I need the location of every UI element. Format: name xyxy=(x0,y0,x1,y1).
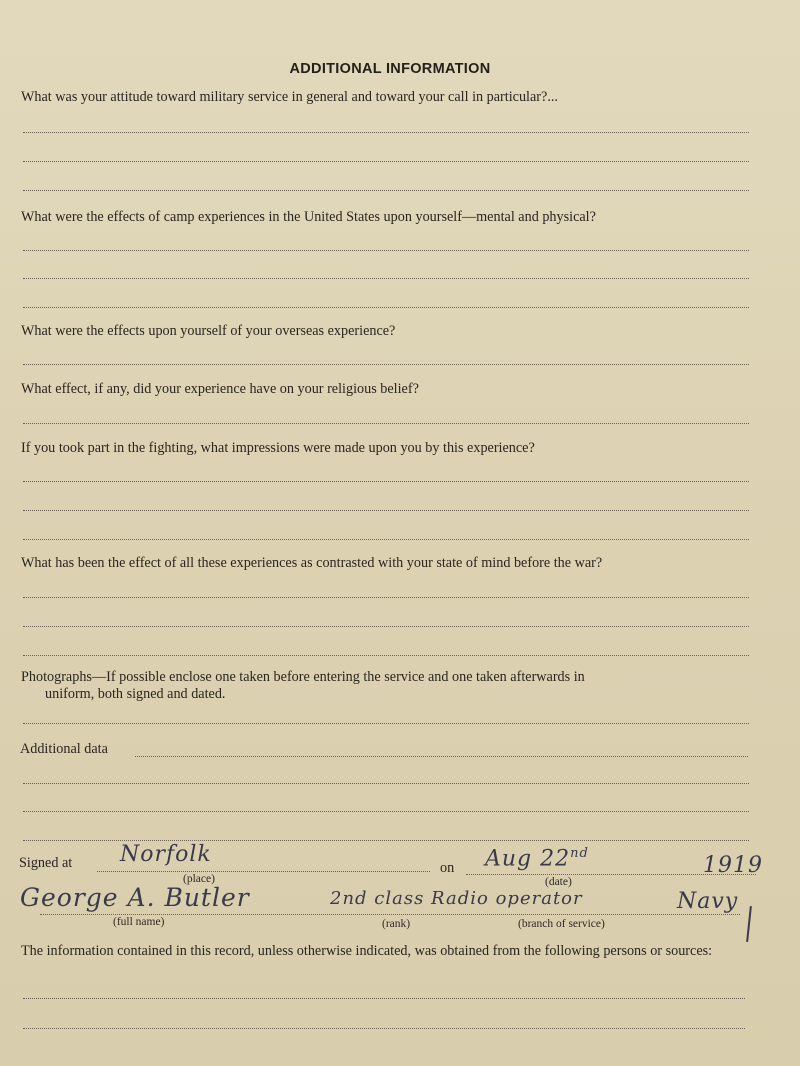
answer-line[interactable] xyxy=(23,423,749,424)
answer-line[interactable] xyxy=(23,998,745,999)
question-photographs xyxy=(21,669,751,703)
date-value: Aug 22 xyxy=(485,846,571,872)
pen-stroke xyxy=(746,906,752,942)
answer-line[interactable] xyxy=(23,655,749,656)
additional-data-label: Additional data xyxy=(20,741,108,757)
year-handwritten: 1919 xyxy=(703,853,763,878)
full-name-handwritten: George A. Butler xyxy=(20,883,250,912)
question-camp-experiences: What were the effects of camp experiences in the United States upon yourself—mental and physical? xyxy=(21,209,596,225)
rank-handwritten: 2nd class Radio operator xyxy=(330,888,583,909)
place-line[interactable] xyxy=(97,871,430,872)
answer-line[interactable] xyxy=(23,190,749,191)
answer-line[interactable] xyxy=(23,811,749,812)
page-title: ADDITIONAL INFORMATION xyxy=(289,61,491,77)
place-handwritten: Norfolk xyxy=(120,842,212,867)
signed-at-label: Signed at xyxy=(19,855,73,871)
rank-caption: (rank) xyxy=(382,918,411,930)
name-rank-branch-line[interactable] xyxy=(40,914,740,915)
answer-line[interactable] xyxy=(23,783,749,784)
date-handwritten xyxy=(485,846,589,871)
answer-line[interactable] xyxy=(23,723,749,724)
answer-line[interactable] xyxy=(23,161,749,162)
answer-line[interactable] xyxy=(23,840,749,841)
answer-line[interactable] xyxy=(23,510,749,511)
answer-line[interactable] xyxy=(23,597,749,598)
photographs-line-2: uniform, both signed and dated. xyxy=(45,686,226,702)
place-caption: (place) xyxy=(183,873,215,885)
answer-line[interactable] xyxy=(23,1028,745,1029)
answer-line[interactable] xyxy=(23,626,749,627)
branch-caption: (branch of service) xyxy=(518,918,605,930)
answer-line[interactable] xyxy=(23,307,749,308)
answer-line[interactable] xyxy=(23,250,749,251)
answer-line[interactable] xyxy=(23,278,749,279)
additional-data-line[interactable] xyxy=(135,756,748,757)
sources-statement: The information contained in this record, unless otherwise indicated, was obtained from the following persons or sources: xyxy=(21,943,713,959)
branch-handwritten: Navy xyxy=(677,889,739,914)
date-caption: (date) xyxy=(545,876,572,888)
full-name-caption: (full name) xyxy=(113,916,165,928)
question-religious-belief: What effect, if any, did your experience have on your religious belief? xyxy=(21,381,419,397)
on-label: on xyxy=(440,860,455,876)
answer-line[interactable] xyxy=(23,364,749,365)
question-state-of-mind: What has been the effect of all these experiences as contrasted with your state of mind before the war? xyxy=(21,555,603,571)
answer-line[interactable] xyxy=(23,539,749,540)
question-overseas-experience: What were the effects upon yourself of your overseas experience? xyxy=(21,323,396,339)
question-fighting-impressions: If you took part in the fighting, what impressions were made upon you by this experience? xyxy=(21,440,535,456)
question-attitude: What was your attitude toward military service in general and toward your call in particular?... xyxy=(21,89,558,105)
answer-line[interactable] xyxy=(23,132,749,133)
photographs-line-1: Photographs—If possible enclose one taken before entering the service and one taken afterwards in xyxy=(21,669,585,685)
date-superscript: nd xyxy=(570,846,589,861)
answer-line[interactable] xyxy=(23,481,749,482)
